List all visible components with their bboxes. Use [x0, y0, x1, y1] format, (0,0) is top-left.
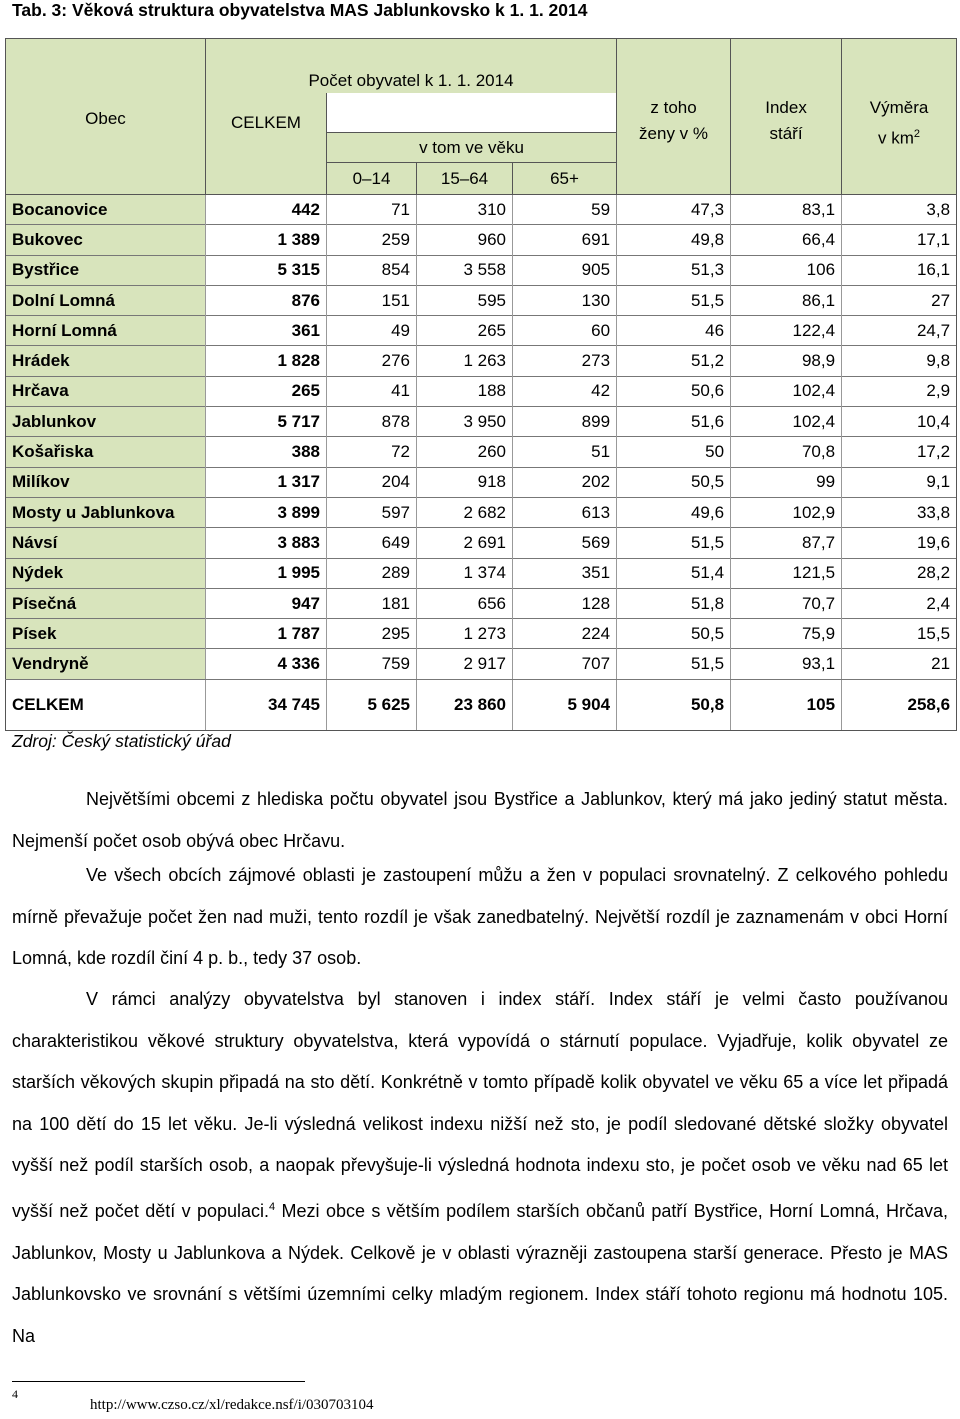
footnote-ref: 4: [269, 1200, 276, 1213]
row-age-0-14: 41: [327, 376, 417, 406]
row-age-0-14: 71: [327, 195, 417, 225]
row-age-0-14: 878: [327, 407, 417, 437]
row-obec: Vendryně: [6, 649, 206, 679]
table-row: [6, 528, 957, 558]
total-label: CELKEM: [6, 679, 206, 730]
row-obec: Písečná: [6, 588, 206, 618]
row-index: 87,7: [731, 528, 842, 558]
row-age-15-64: 656: [417, 588, 513, 618]
row-age-15-64: 1 374: [417, 558, 513, 588]
row-index: 66,4: [731, 225, 842, 255]
row-index: 86,1: [731, 285, 842, 315]
row-vymera: 15,5: [842, 619, 957, 649]
row-index: 121,5: [731, 558, 842, 588]
row-obec: Nýdek: [6, 558, 206, 588]
row-age-65: 59: [513, 195, 617, 225]
row-obec: Košařiska: [6, 437, 206, 467]
table-row: [6, 558, 957, 588]
row-index: 102,9: [731, 497, 842, 527]
row-age-15-64: 188: [417, 376, 513, 406]
row-obec: Mosty u Jablunkova: [6, 497, 206, 527]
row-vymera: 10,4: [842, 407, 957, 437]
row-celkem: 1 828: [206, 346, 327, 376]
row-index: 106: [731, 255, 842, 285]
row-celkem: 442: [206, 195, 327, 225]
row-age-15-64: 2 691: [417, 528, 513, 558]
row-zeny: 51,5: [617, 528, 731, 558]
row-age-0-14: 181: [327, 588, 417, 618]
row-age-65: 691: [513, 225, 617, 255]
table-row: [6, 376, 957, 406]
row-celkem: 265: [206, 376, 327, 406]
table-row: [6, 497, 957, 527]
row-age-65: 569: [513, 528, 617, 558]
row-celkem: 1 787: [206, 619, 327, 649]
row-age-15-64: 1 263: [417, 346, 513, 376]
row-celkem: 876: [206, 285, 327, 315]
row-age-0-14: 151: [327, 285, 417, 315]
row-index: 83,1: [731, 195, 842, 225]
table-row: [6, 346, 957, 376]
row-zeny: 51,6: [617, 407, 731, 437]
row-vymera: 21: [842, 649, 957, 679]
row-zeny: 51,2: [617, 346, 731, 376]
row-vymera: 3,8: [842, 195, 957, 225]
row-zeny: 50: [617, 437, 731, 467]
row-age-0-14: 259: [327, 225, 417, 255]
row-celkem: 947: [206, 588, 327, 618]
row-celkem: 388: [206, 437, 327, 467]
row-celkem: 361: [206, 316, 327, 346]
row-age-65: 273: [513, 346, 617, 376]
row-index: 122,4: [731, 316, 842, 346]
row-age-0-14: 597: [327, 497, 417, 527]
row-age-65: 899: [513, 407, 617, 437]
row-vymera: 27: [842, 285, 957, 315]
row-celkem: 3 899: [206, 497, 327, 527]
row-obec: Písek: [6, 619, 206, 649]
row-celkem: 5 315: [206, 255, 327, 285]
header-celkem: CELKEM: [206, 93, 327, 195]
row-age-15-64: 595: [417, 285, 513, 315]
row-obec: Návsí: [6, 528, 206, 558]
header-age-15-64: 15–64: [417, 163, 513, 195]
row-age-0-14: 276: [327, 346, 417, 376]
table-row: [6, 195, 957, 225]
row-zeny: 51,5: [617, 649, 731, 679]
row-index: 70,8: [731, 437, 842, 467]
row-index: 93,1: [731, 649, 842, 679]
total-zeny: 50,8: [617, 679, 731, 730]
total-age-15-64: 23 860: [417, 679, 513, 730]
row-age-15-64: 960: [417, 225, 513, 255]
paragraph-1: Největšími obcemi z hlediska počtu obyvatel jsou Bystřice a Jablunkov, který má jako jediný statut města. Nejmenší počet osob obývá obec Hrčavu.: [12, 789, 948, 851]
header-index: Index stáří: [731, 39, 842, 195]
row-obec: Milíkov: [6, 467, 206, 497]
row-index: 102,4: [731, 376, 842, 406]
table-row: [6, 649, 957, 679]
table-row: [6, 225, 957, 255]
row-zeny: 50,5: [617, 619, 731, 649]
row-age-15-64: 265: [417, 316, 513, 346]
total-row: [6, 679, 957, 730]
row-index: 75,9: [731, 619, 842, 649]
row-age-65: 905: [513, 255, 617, 285]
total-vymera: 258,6: [842, 679, 957, 730]
row-zeny: 50,6: [617, 376, 731, 406]
source-note: Zdroj: Český statistický úřad: [12, 731, 231, 751]
row-age-0-14: 49: [327, 316, 417, 346]
footnote-separator: [12, 1381, 305, 1382]
row-age-0-14: 649: [327, 528, 417, 558]
header-obec: Obec: [6, 39, 206, 195]
table-row: [6, 285, 957, 315]
header-pocet: Počet obyvatel k 1. 1. 2014: [206, 39, 617, 93]
row-vymera: 19,6: [842, 528, 957, 558]
row-obec: Bukovec: [6, 225, 206, 255]
row-index: 99: [731, 467, 842, 497]
row-age-65: 128: [513, 588, 617, 618]
population-table: [5, 38, 957, 731]
header-age-0-14: 0–14: [327, 163, 417, 195]
total-celkem: 34 745: [206, 679, 327, 730]
row-zeny: 49,6: [617, 497, 731, 527]
row-celkem: 1 317: [206, 467, 327, 497]
table-row: [6, 588, 957, 618]
row-age-65: 707: [513, 649, 617, 679]
row-celkem: 1 995: [206, 558, 327, 588]
row-age-15-64: 260: [417, 437, 513, 467]
table-row: [6, 437, 957, 467]
row-age-0-14: 72: [327, 437, 417, 467]
row-age-0-14: 204: [327, 467, 417, 497]
row-zeny: 49,8: [617, 225, 731, 255]
row-age-15-64: 2 682: [417, 497, 513, 527]
row-age-65: 351: [513, 558, 617, 588]
row-age-65: 202: [513, 467, 617, 497]
row-vymera: 2,9: [842, 376, 957, 406]
row-obec: Jablunkov: [6, 407, 206, 437]
table-caption: Tab. 3: Věková struktura obyvatelstva MAS Jablunkovsko k 1. 1. 2014: [12, 0, 588, 20]
table-row: [6, 619, 957, 649]
row-age-0-14: 854: [327, 255, 417, 285]
row-age-65: 51: [513, 437, 617, 467]
total-index: 105: [731, 679, 842, 730]
row-celkem: 5 717: [206, 407, 327, 437]
footnote-url[interactable]: http://www.czso.cz/xl/redakce.nsf/i/030703104: [90, 1397, 374, 1413]
row-obec: Hrčava: [6, 376, 206, 406]
row-age-65: 130: [513, 285, 617, 315]
row-age-0-14: 289: [327, 558, 417, 588]
row-vymera: 33,8: [842, 497, 957, 527]
row-vymera: 17,2: [842, 437, 957, 467]
header-vymera: Výměra v $km^2$: [842, 39, 957, 195]
row-obec: Hrádek: [6, 346, 206, 376]
row-age-15-64: 1 273: [417, 619, 513, 649]
table-row: [6, 316, 957, 346]
row-vymera: 28,2: [842, 558, 957, 588]
row-celkem: 1 389: [206, 225, 327, 255]
row-age-15-64: 3 950: [417, 407, 513, 437]
total-age-0-14: 5 625: [327, 679, 417, 730]
row-index: 70,7: [731, 588, 842, 618]
row-obec: Bystřice: [6, 255, 206, 285]
row-obec: Dolní Lomná: [6, 285, 206, 315]
row-vymera: 24,7: [842, 316, 957, 346]
row-zeny: 46: [617, 316, 731, 346]
row-age-65: 613: [513, 497, 617, 527]
row-age-65: 42: [513, 376, 617, 406]
paragraph-2: Ve všech obcích zájmové oblasti je zastoupení můžu a žen v populaci srovnatelný. Z celkového pohledu mírně převažuje počet žen nad muži, tento rozdíl je však zanedbatelný. Největší rozdíl je zaznamenám v obci Horní Lomná, kde rozdíl činí 4 p. b., tedy 37 osob.: [12, 865, 948, 969]
row-celkem: 4 336: [206, 649, 327, 679]
row-age-0-14: 295: [327, 619, 417, 649]
table-row: [6, 467, 957, 497]
row-zeny: 50,5: [617, 467, 731, 497]
row-age-15-64: 310: [417, 195, 513, 225]
header-zeny: z toho ženy v %: [617, 39, 731, 195]
row-zeny: 47,3: [617, 195, 731, 225]
row-vymera: 2,4: [842, 588, 957, 618]
row-zeny: 51,3: [617, 255, 731, 285]
table-row: [6, 255, 957, 285]
row-obec: Horní Lomná: [6, 316, 206, 346]
row-vymera: 9,1: [842, 467, 957, 497]
total-age-65: 5 904: [513, 679, 617, 730]
header-age-65: 65+: [513, 163, 617, 195]
table-row: [6, 407, 957, 437]
row-index: 98,9: [731, 346, 842, 376]
row-vymera: 9,8: [842, 346, 957, 376]
row-age-65: 60: [513, 316, 617, 346]
row-celkem: 3 883: [206, 528, 327, 558]
row-vymera: 16,1: [842, 255, 957, 285]
row-vymera: 17,1: [842, 225, 957, 255]
row-age-15-64: 918: [417, 467, 513, 497]
row-index: 102,4: [731, 407, 842, 437]
row-age-65: 224: [513, 619, 617, 649]
row-age-15-64: 3 558: [417, 255, 513, 285]
row-obec: Bocanovice: [6, 195, 206, 225]
row-zeny: 51,8: [617, 588, 731, 618]
header-vtom: v tom ve věku: [327, 133, 617, 163]
row-zeny: 51,4: [617, 558, 731, 588]
row-age-15-64: 2 917: [417, 649, 513, 679]
paragraph-3: V rámci analýzy obyvatelstva byl stanoven i index stáří. Index stáří je velmi často používanou charakteristikou věkové struktury obyvatelstva, která vypovídá o stárnutí populace. Vyjadřuje, kolik obyvatel ze starších věkových skupin připadá na sto dětí. Konkrétně v tomto případě kolik obyvatel ve věku 65 a více let připadá na 100 dětí do 15 let věku. Je-li výsledná velikost indexu nižší než sto, je podíl sledované dětské složky obyvatel vyšší než podíl starších osob, a naopak převyšuje-li výsledná hodnota indexu sto, je počet osob ve věku nad 65 let vyšší než počet dětí v populaci.$^4$ Mezi obce s větším podílem starších občanů patří Bystřice, Horní Lomná, Hrčava, Jablunkov, Mosty u Jablunkova a Nýdek. Celkově je v oblasti výrazněji zastoupena starší generace. Přesto je MAS Jablunkovsko ve srovnání s většími územními celky mladým regionem. Index stáří tohoto regionu má hodnotu 105. Na: [12, 989, 948, 1346]
row-age-0-14: 759: [327, 649, 417, 679]
row-zeny: 51,5: [617, 285, 731, 315]
footnote-number: 4: [12, 1387, 18, 1401]
